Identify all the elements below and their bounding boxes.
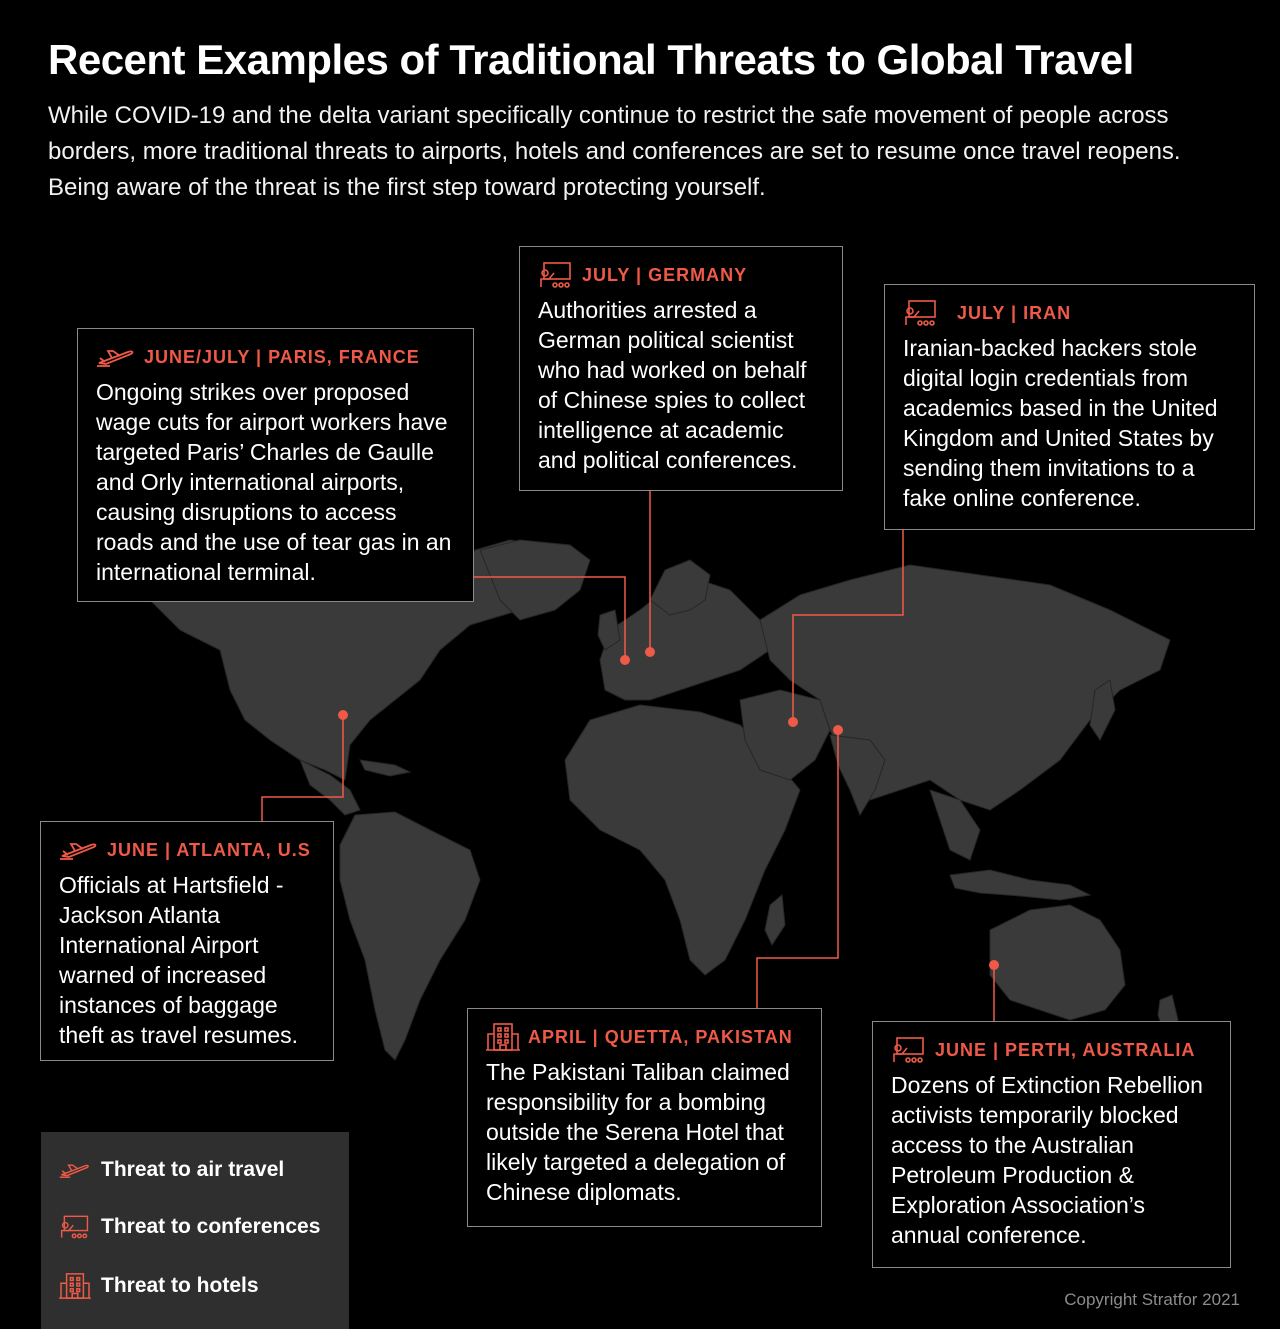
event-text: Ongoing strikes over proposed wage cuts for airport workers have targeted Paris’ Charles de Gaulle and Orly international airports, causing disruptions to access roads and the use of tear gas in an international terminal. [96,379,452,585]
plane-icon [59,840,99,860]
legend-item-conferences: Threat to conferences [59,1214,320,1240]
event-text: Authorities arrested a German political scientist who had worked on behalf of Chinese spies to collect intelligence at academic and political conferences. [538,297,807,473]
event-text: The Pakistani Taliban claimed responsibility for a bombing outside the Serena Hotel that likely targeted a delegation of Chinese diplomats. [486,1059,790,1205]
copyright-notice: Copyright Stratfor 2021 [1064,1290,1240,1309]
indonesia-islands [950,870,1090,900]
marker-atlanta[interactable] [338,710,348,720]
hotel-icon [59,1272,91,1300]
event-card-quetta[interactable] [467,1008,822,1227]
event-card-iran[interactable] [884,284,1255,530]
south-america-landmass [340,812,480,1060]
event-card-paris[interactable] [77,328,474,602]
legend-item-hotels: Threat to hotels [59,1272,259,1300]
event-text: Dozens of Extinction Rebellion activists temporarily blocked access to the Australian Petroleum Production & Exploration Association’s annual conference. [891,1072,1203,1248]
marker-quetta[interactable] [833,725,843,735]
event-heading: APRIL | QUETTA, PAKISTAN [486,1023,803,1051]
event-card-atlanta[interactable] [40,821,334,1061]
plane-icon [59,1161,91,1179]
marker-perth[interactable] [989,960,999,970]
madagascar-landmass [765,895,785,945]
conference-icon [59,1214,91,1240]
conference-icon [891,1036,927,1064]
event-text: Iranian-backed hackers stole digital login credentials from academics based in the United Kingdom and United States by sending them invitations to a fake online conference. [903,335,1218,511]
event-text: Officials at Hartsfield -Jackson Atlanta International Airport warned of increased instances of baggage theft as travel resumes. [59,872,299,1048]
marker-paris[interactable] [620,655,630,665]
legend-item-air-travel: Threat to air travel [59,1158,284,1182]
caribbean-islands [360,760,410,776]
hotel-icon [486,1022,520,1052]
event-card-perth[interactable] [872,1021,1231,1268]
page-title: Recent Examples of Traditional Threats to Global Travel [48,36,1134,83]
conference-icon [538,261,574,289]
event-heading: JUNE | PERTH, AUSTRALIA [891,1036,1212,1064]
legend [41,1132,349,1329]
plane-icon [96,347,136,367]
event-heading: JULY | GERMANY [538,261,824,289]
event-heading: JUNE/JULY | PARIS, FRANCE [96,343,455,371]
australia-landmass [990,905,1125,1020]
marker-germany[interactable] [645,647,655,657]
conference-icon [903,299,939,327]
marker-iran[interactable] [788,717,798,727]
event-card-germany[interactable] [519,246,843,491]
page-subtitle: While COVID-19 and the delta variant specifically continue to restrict the safe movement of people across borders, more traditional threats to airports, hotels and conferences are set to resume once travel reopens. Being aware of the threat is the first step toward protecting yourself. [48,102,1181,201]
event-heading: JUNE | ATLANTA, U.S [59,836,315,864]
event-heading: JULY | IRAN [903,299,1236,327]
